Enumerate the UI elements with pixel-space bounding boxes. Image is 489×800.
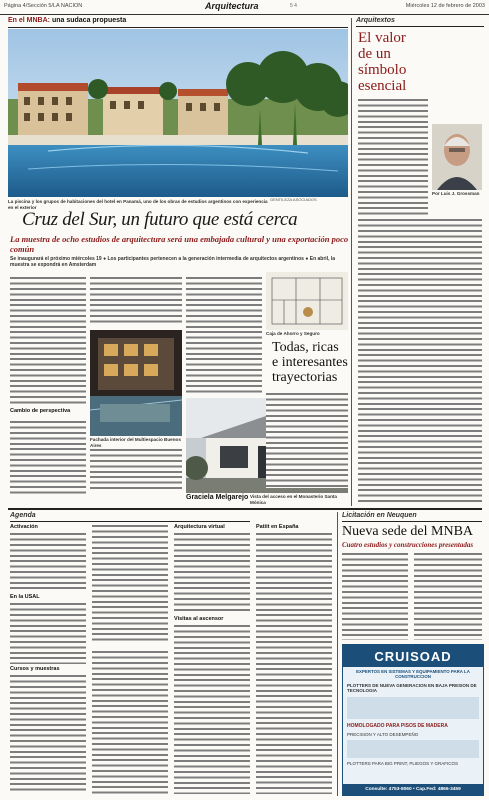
agenda-col4-subhead: Patiit en España bbox=[256, 524, 299, 530]
ad-brand-bar bbox=[343, 645, 483, 667]
column-divider bbox=[351, 18, 352, 506]
arquitextos-title-line-2: de un bbox=[358, 46, 391, 62]
agenda-col3-subhead-1: Arquitectura virtual bbox=[174, 524, 225, 530]
inner-title bbox=[272, 340, 350, 385]
author-portrait bbox=[432, 124, 482, 190]
inner-title-line-3: trayectorias bbox=[272, 370, 338, 385]
body-text-column-1b bbox=[10, 420, 86, 495]
inner-title-line-1: Todas, ricas bbox=[272, 340, 339, 355]
cruisoad-ad[interactable] bbox=[342, 644, 484, 796]
agenda-col3-text-a bbox=[174, 532, 250, 614]
floor-plan-image bbox=[266, 272, 348, 330]
licitacion-deck: Cuatro estudios y construcciones presentadas bbox=[342, 541, 474, 549]
agenda-col2-text-a bbox=[92, 524, 168, 644]
photo-credit: GENTILEZA ASOCIADOS bbox=[270, 197, 317, 202]
licitacion-rule bbox=[342, 521, 482, 522]
arquitextos-title-line-4: esencial bbox=[358, 78, 407, 94]
page-date: Miércoles 12 de febrero de 2003 bbox=[405, 3, 485, 9]
ad-contact: Consulte: 4753-8060 • Cap.Fed: 4866-3459 bbox=[343, 784, 483, 795]
ad-product-image bbox=[347, 697, 479, 719]
author-byline: Graciela Melgarejo bbox=[186, 494, 249, 501]
ad-line-3: PRECISION Y ALTO DESEMPEÑO bbox=[347, 732, 419, 737]
page-header bbox=[0, 0, 489, 15]
ad-brand: CRUISOAD bbox=[374, 648, 452, 664]
ad-line-4: PLOTTERS PARA BIG PRINT, PLIEGOS Y GRAFICOS bbox=[347, 761, 459, 766]
agenda-rule bbox=[10, 521, 250, 522]
agenda-col1-text-b bbox=[10, 602, 86, 664]
kicker-rule bbox=[8, 27, 348, 28]
licitacion-text-1 bbox=[342, 552, 408, 640]
kicker-prefix: En el MNBA: bbox=[8, 17, 50, 24]
ad-tagline: EXPERTOS EN SISTEMAS Y EQUIPAMIENTO PARA LA CONSTRUCCION bbox=[356, 669, 470, 679]
highlights: Se inaugurará el próximo miércoles 19 ● Los participantes pertenecen a la generación intermedia de arquitectos argentinos ● En abril, la muestra se expondrá en Amsterdam bbox=[10, 256, 336, 269]
licitacion-title: Nueva sede del MNBA bbox=[342, 524, 474, 539]
inner-body-text bbox=[266, 392, 348, 488]
ad-line-1: PLOTTERS DE NUEVA GENERACION EN BAJA PRESION DE TECNOLOGIA bbox=[347, 683, 477, 693]
arquitextos-label: Arquitextos bbox=[356, 17, 395, 24]
body-text-column-2b bbox=[90, 448, 182, 492]
agenda-subhead-2: En la USAL bbox=[10, 594, 40, 600]
monastery-caption: Vista del acceso en el Monasterio Santa Mónica bbox=[250, 494, 337, 505]
arquitextos-title-line-3: símbolo bbox=[358, 62, 407, 78]
licitacion-label: Licitación en Neuquen bbox=[342, 512, 417, 519]
agenda-subhead-1: Activación bbox=[10, 524, 38, 530]
ad-product-image-2 bbox=[347, 740, 479, 758]
subhead-cambio: Cambio de perspectiva bbox=[10, 408, 71, 414]
ad-line-2: HOMOLOGADO PARA PISOS DE MADERA bbox=[347, 723, 448, 729]
bottom-divider bbox=[8, 508, 482, 510]
licitacion-divider bbox=[337, 512, 338, 796]
arquitextos-rule bbox=[356, 26, 484, 27]
headline: Cruz del Sur, un futuro que está cerca bbox=[22, 209, 298, 230]
deck: La muestra de ocho estudios de arquitectura será una embajada cultural y una exportación poco común bbox=[10, 234, 349, 254]
section-title: Arquitectura bbox=[205, 1, 259, 11]
multiespacio-caption: Fachada interior del Multiespacio Buenos Aires bbox=[90, 437, 181, 448]
page-dots: 5 4 bbox=[290, 3, 297, 9]
arquitextos-body-2 bbox=[358, 218, 482, 503]
lead-photo-hotel-pool bbox=[8, 29, 348, 197]
agenda-label: Agenda bbox=[10, 512, 36, 519]
kicker bbox=[8, 17, 126, 24]
arquitextos-title-line-1: El valor bbox=[358, 30, 406, 46]
agenda-col3-text-b bbox=[174, 624, 250, 794]
kicker-rest: una sudaca propuesta bbox=[50, 17, 127, 24]
licitacion-text-2 bbox=[414, 552, 482, 640]
body-text-column-1 bbox=[10, 276, 86, 406]
arquitextos-body-1 bbox=[358, 98, 428, 216]
agenda-subhead-3: Cursos y muestras bbox=[10, 666, 60, 672]
agenda-col3-subhead-2: Visitas al ascensor bbox=[174, 616, 224, 622]
multiespacio-photo bbox=[90, 330, 182, 436]
body-text-column-2 bbox=[90, 276, 182, 326]
arquitextos-author: Por Luis J. Grossman bbox=[432, 191, 480, 196]
arquitextos-title bbox=[358, 30, 486, 94]
page-section-label: Página 4/Sección 5/LA NACION bbox=[4, 3, 83, 9]
agenda-col1-text-c bbox=[10, 674, 86, 794]
agenda-col4-text bbox=[256, 532, 332, 794]
agenda-col2-text-b bbox=[92, 650, 168, 794]
body-text-column-3 bbox=[186, 276, 262, 396]
floor-plan-caption: Caja de Ahorro y Seguro bbox=[266, 331, 320, 336]
inner-title-line-2: e interesantes bbox=[272, 355, 348, 370]
agenda-col1-text-a bbox=[10, 532, 86, 592]
photo-caption: La piscina y los grupos de habitaciones del hotel en Panamá, uno de los obras de estudios argentinos con experiencia en el exterior bbox=[8, 199, 268, 210]
